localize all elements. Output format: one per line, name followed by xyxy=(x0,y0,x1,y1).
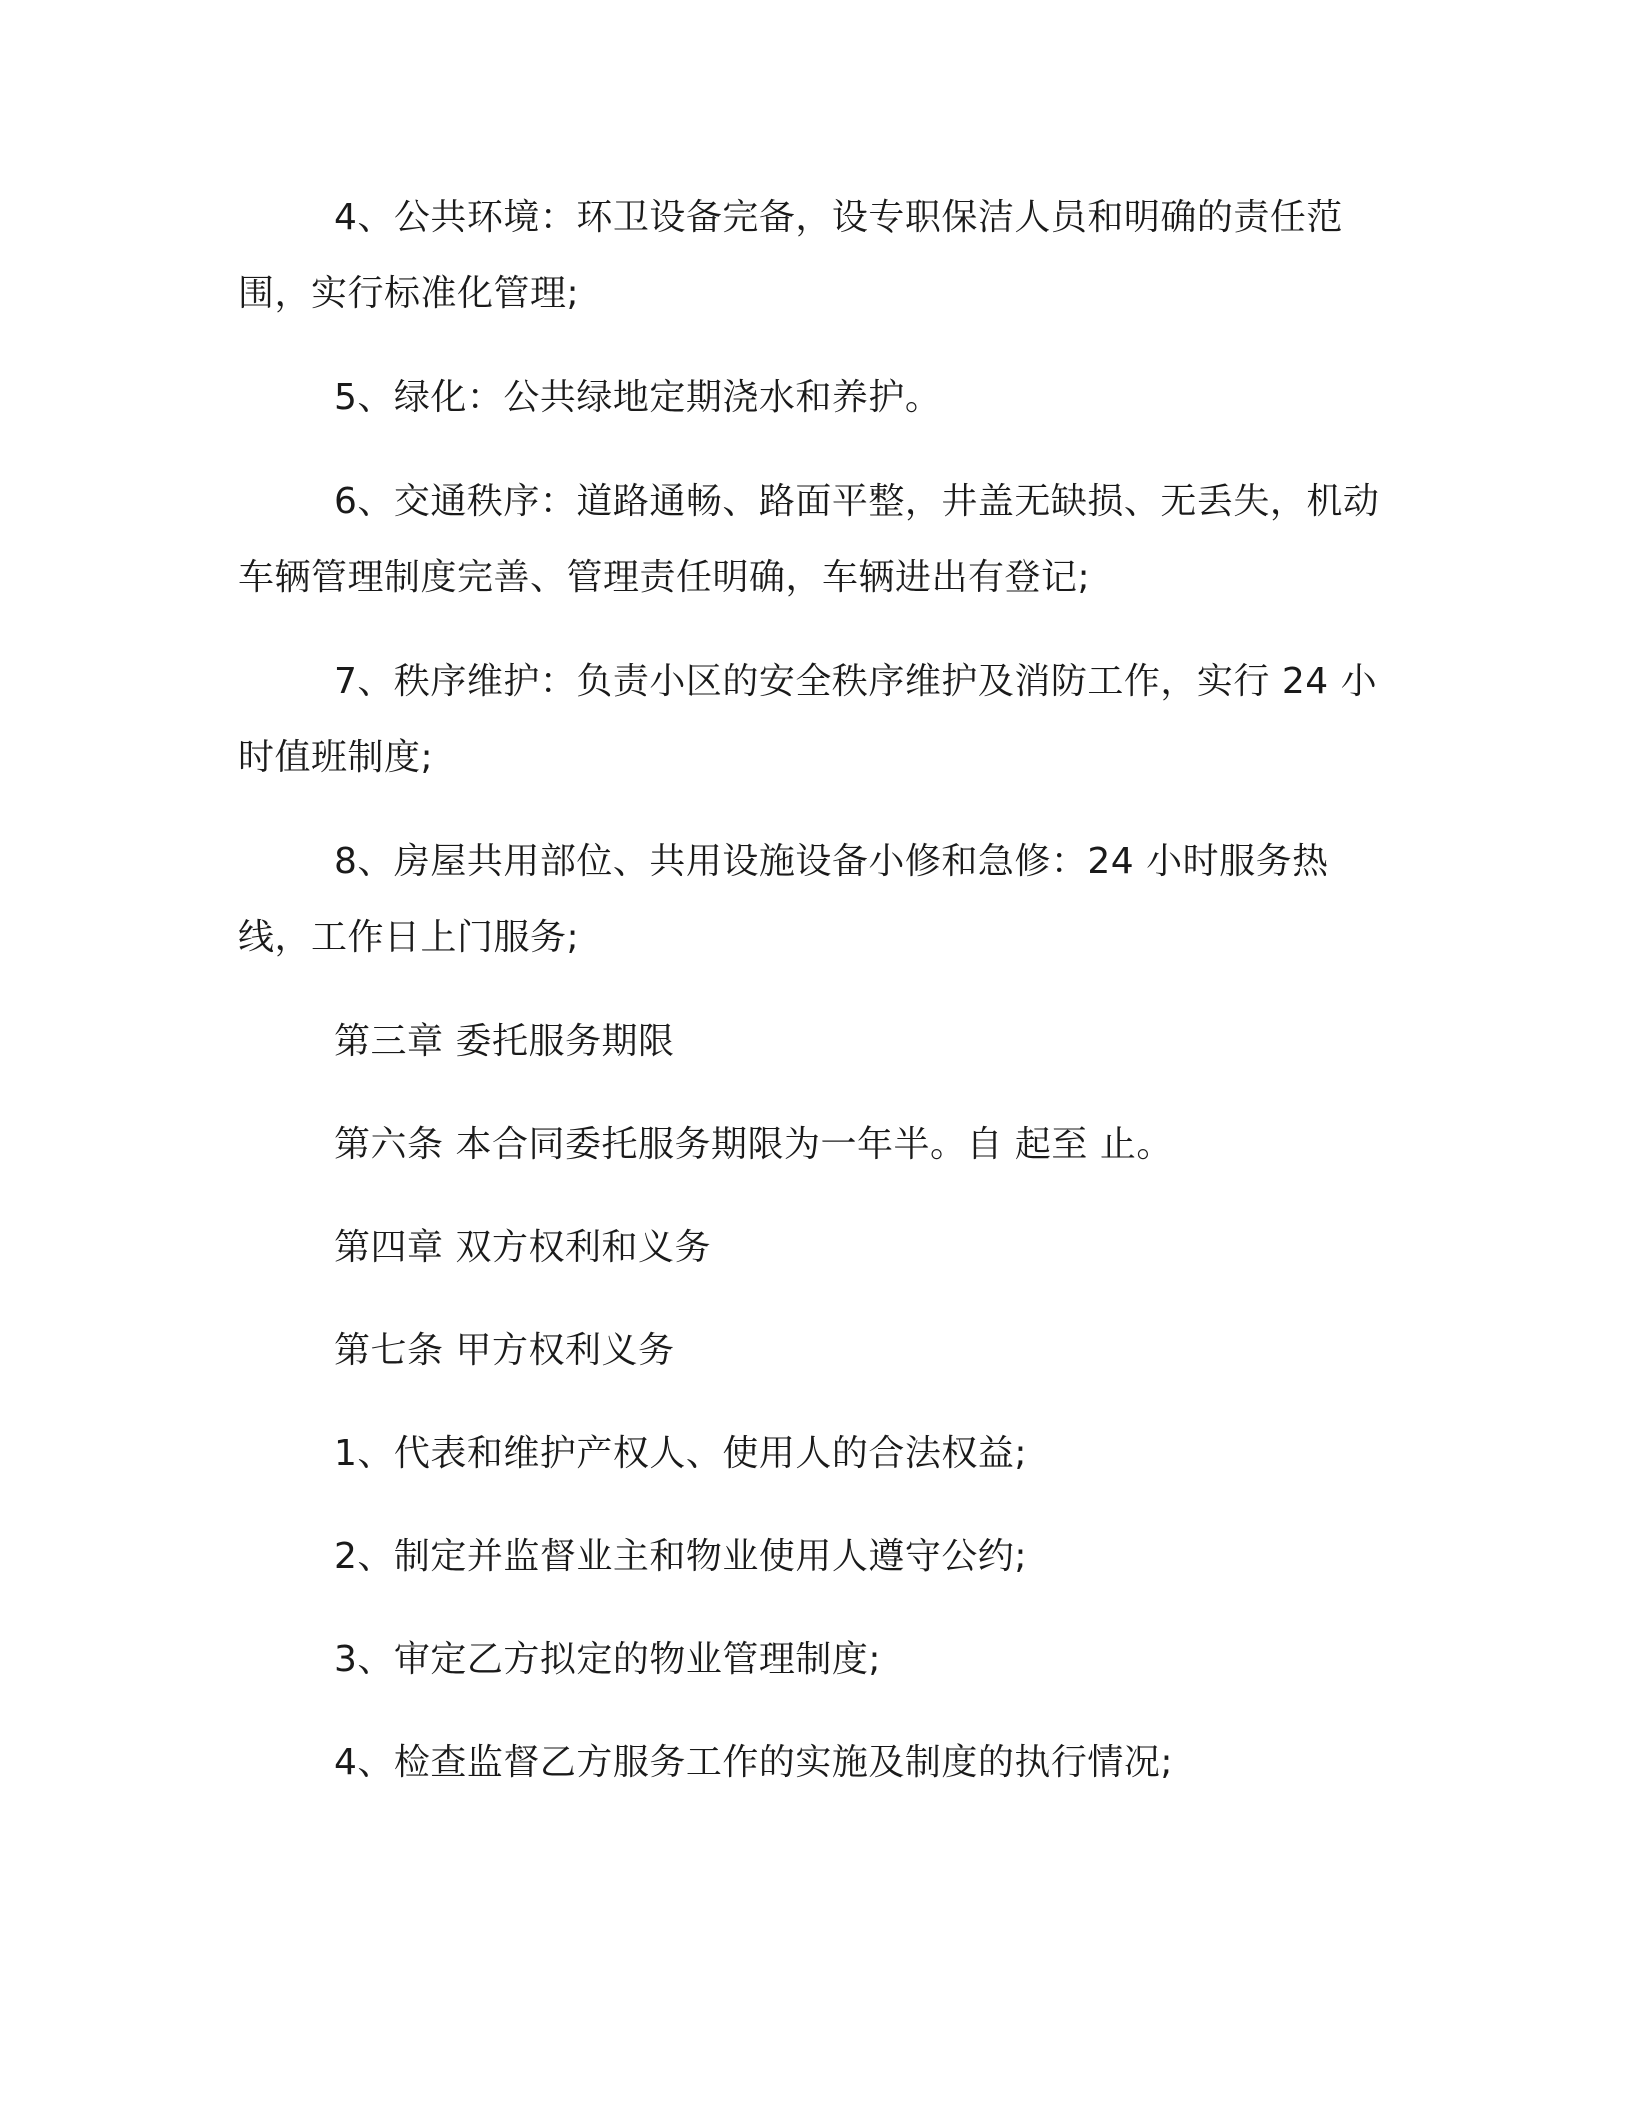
list-item-1: 1、代表和维护产权人、使用人的合法权益; xyxy=(334,1433,1028,1474)
article-seven-heading: 第七条 甲方权利义务 xyxy=(334,1330,675,1371)
paragraph-traffic-order: 6、交通秩序：道路通畅、路面平整，井盖无缺损、无丢失，机动车辆管理制度完善、管理责任明确，车辆进出有登记; xyxy=(238,481,1380,598)
chapter-three-heading: 第三章 委托服务期限 xyxy=(334,1021,675,1062)
paragraph-repairs: 8、房屋共用部位、共用设施设备小修和急修：24 小时服务热线，工作日上门服务; xyxy=(238,841,1329,958)
list-item-2: 2、制定并监督业主和物业使用人遵守公约; xyxy=(334,1536,1028,1577)
chapter-four-heading: 第四章 双方权利和义务 xyxy=(334,1227,711,1268)
paragraph-public-environment: 4、公共环境：环卫设备完备，设专职保洁人员和明确的责任范围，实行标准化管理; xyxy=(238,197,1343,314)
paragraph-greening: 5、绿化：公共绿地定期浇水和养护。 xyxy=(334,377,942,418)
article-six: 第六条 本合同委托服务期限为一年半。自 起至 止。 xyxy=(334,1124,1173,1165)
paragraph-order-maintenance: 7、秩序维护：负责小区的安全秩序维护及消防工作，实行 24 小时值班制度; xyxy=(238,661,1378,778)
list-item-4: 4、检查监督乙方服务工作的实施及制度的执行情况; xyxy=(334,1742,1174,1783)
list-item-3: 3、审定乙方拟定的物业管理制度; xyxy=(334,1639,882,1680)
